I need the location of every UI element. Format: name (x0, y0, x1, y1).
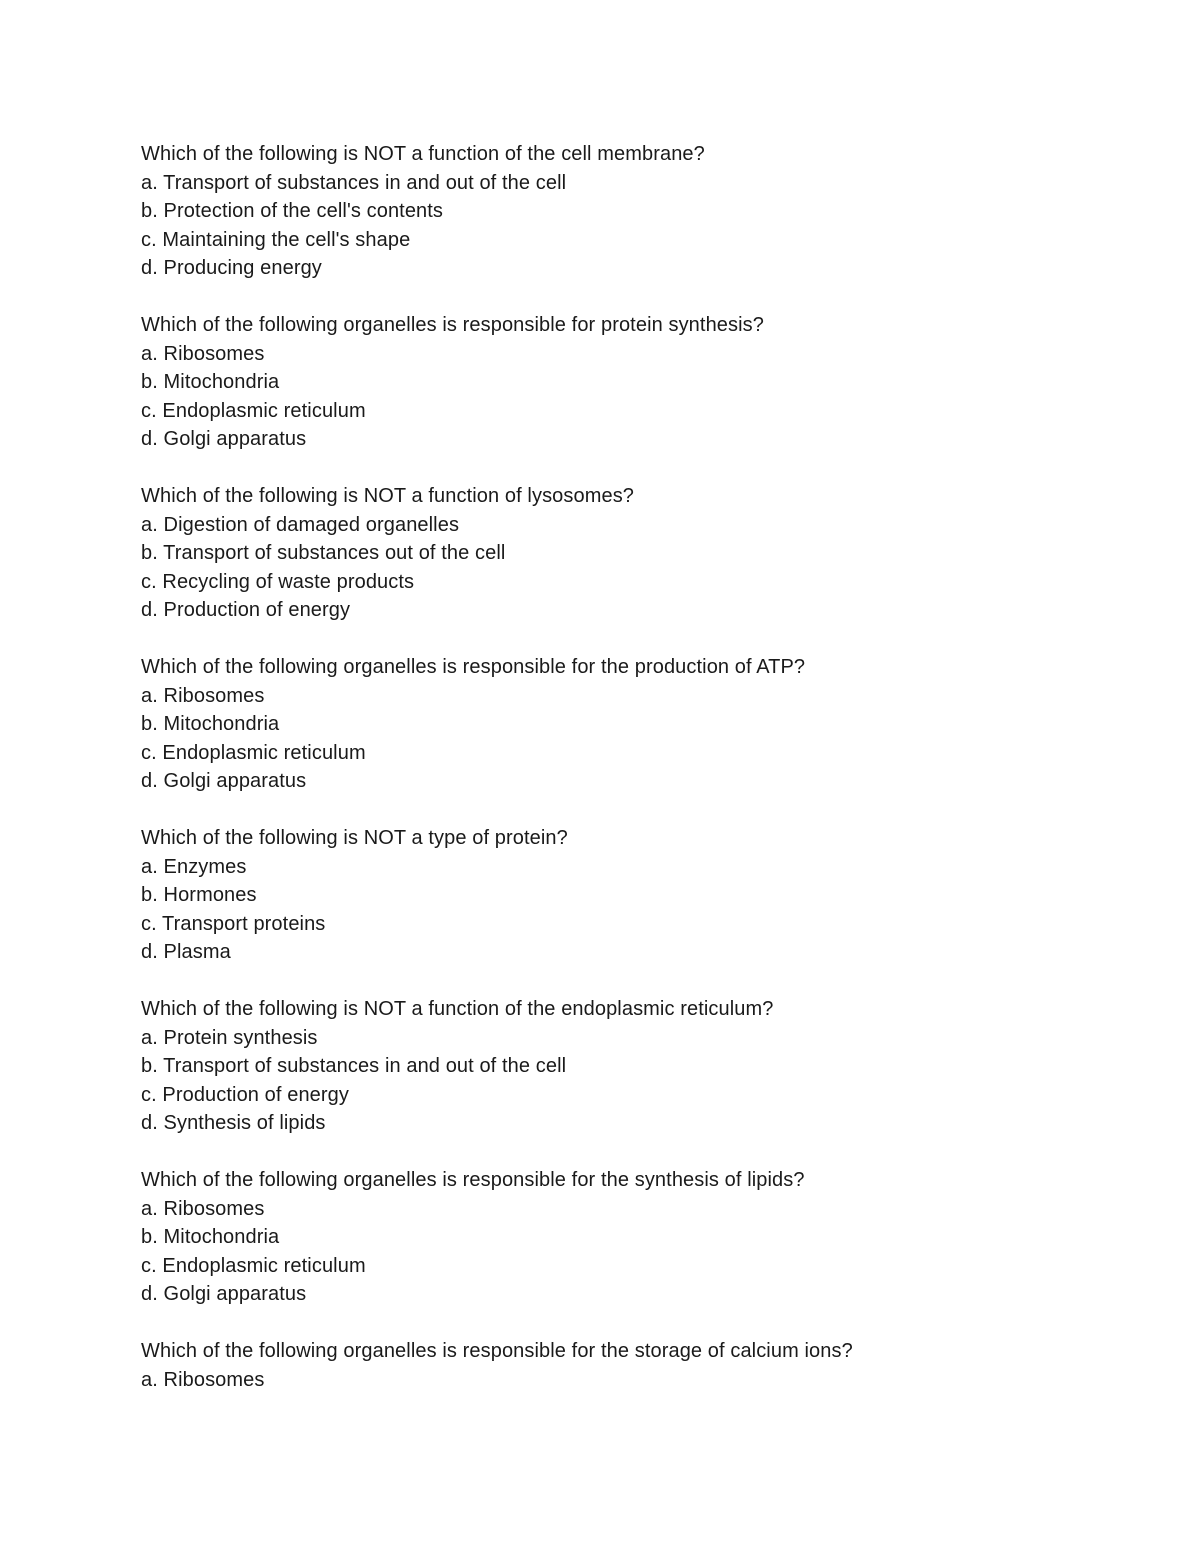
answer-option: c. Maintaining the cell's shape (141, 228, 411, 251)
answer-option: d. Golgi apparatus (141, 1283, 307, 1305)
answer-option: d. Production of energy (141, 599, 351, 621)
option-list (141, 853, 1101, 967)
answer-option: b. Protection of the cell's contents (141, 200, 444, 222)
answer-option: d. Golgi apparatus (141, 428, 307, 450)
question-text: Which of the following is NOT a function of the endoplasmic reticulum? (141, 998, 774, 1020)
question-text: Which of the following is NOT a function of lysosomes? (141, 485, 635, 507)
question-text: Which of the following is NOT a function of the cell membrane? (141, 143, 705, 165)
question-block (141, 824, 1101, 967)
answer-option: d. Synthesis of lipids (141, 1112, 326, 1134)
answer-option: b. Mitochondria (141, 1226, 280, 1248)
question-text: Which of the following organelles is responsible for the production of ATP? (141, 656, 806, 678)
answer-option: a. Ribosomes (141, 342, 265, 365)
question-block (141, 1337, 1101, 1394)
option-list (141, 169, 1101, 283)
answer-option: b. Transport of substances out of the cell (141, 542, 506, 564)
answer-option: d. Golgi apparatus (141, 770, 307, 792)
answer-option: c. Endoplasmic reticulum (141, 399, 366, 422)
question-block (141, 995, 1101, 1138)
question-block (141, 140, 1101, 283)
answer-option: d. Plasma (141, 941, 231, 963)
option-list (141, 511, 1101, 625)
answer-option: c. Recycling of waste products (141, 570, 415, 593)
question-block (141, 482, 1101, 625)
document-page (141, 140, 1101, 1423)
option-list (141, 1195, 1101, 1309)
option-list (141, 682, 1101, 796)
question-text: Which of the following organelles is responsible for the storage of calcium ions? (141, 1340, 853, 1362)
answer-option: c. Transport proteins (141, 912, 326, 935)
question-text: Which of the following is NOT a type of protein? (141, 827, 568, 849)
answer-option: b. Mitochondria (141, 371, 280, 393)
answer-option: c. Endoplasmic reticulum (141, 741, 366, 764)
answer-option: a. Ribosomes (141, 684, 265, 707)
question-text: Which of the following organelles is responsible for protein synthesis? (141, 314, 764, 336)
answer-option: a. Enzymes (141, 855, 247, 878)
answer-option: a. Ribosomes (141, 1368, 265, 1391)
answer-option: d. Producing energy (141, 257, 322, 279)
answer-option: b. Mitochondria (141, 713, 280, 735)
option-list (141, 1024, 1101, 1138)
question-block (141, 653, 1101, 796)
answer-option: a. Transport of substances in and out of the cell (141, 171, 567, 194)
answer-option: a. Digestion of damaged organelles (141, 513, 460, 536)
question-text: Which of the following organelles is responsible for the synthesis of lipids? (141, 1169, 805, 1191)
answer-option: b. Transport of substances in and out of the cell (141, 1055, 567, 1077)
option-list (141, 1366, 1101, 1395)
question-block (141, 1166, 1101, 1309)
option-list (141, 340, 1101, 454)
question-block (141, 311, 1101, 454)
answer-option: b. Hormones (141, 884, 257, 906)
answer-option: a. Protein synthesis (141, 1026, 318, 1049)
answer-option: a. Ribosomes (141, 1197, 265, 1220)
answer-option: c. Production of energy (141, 1083, 349, 1106)
answer-option: c. Endoplasmic reticulum (141, 1254, 366, 1277)
